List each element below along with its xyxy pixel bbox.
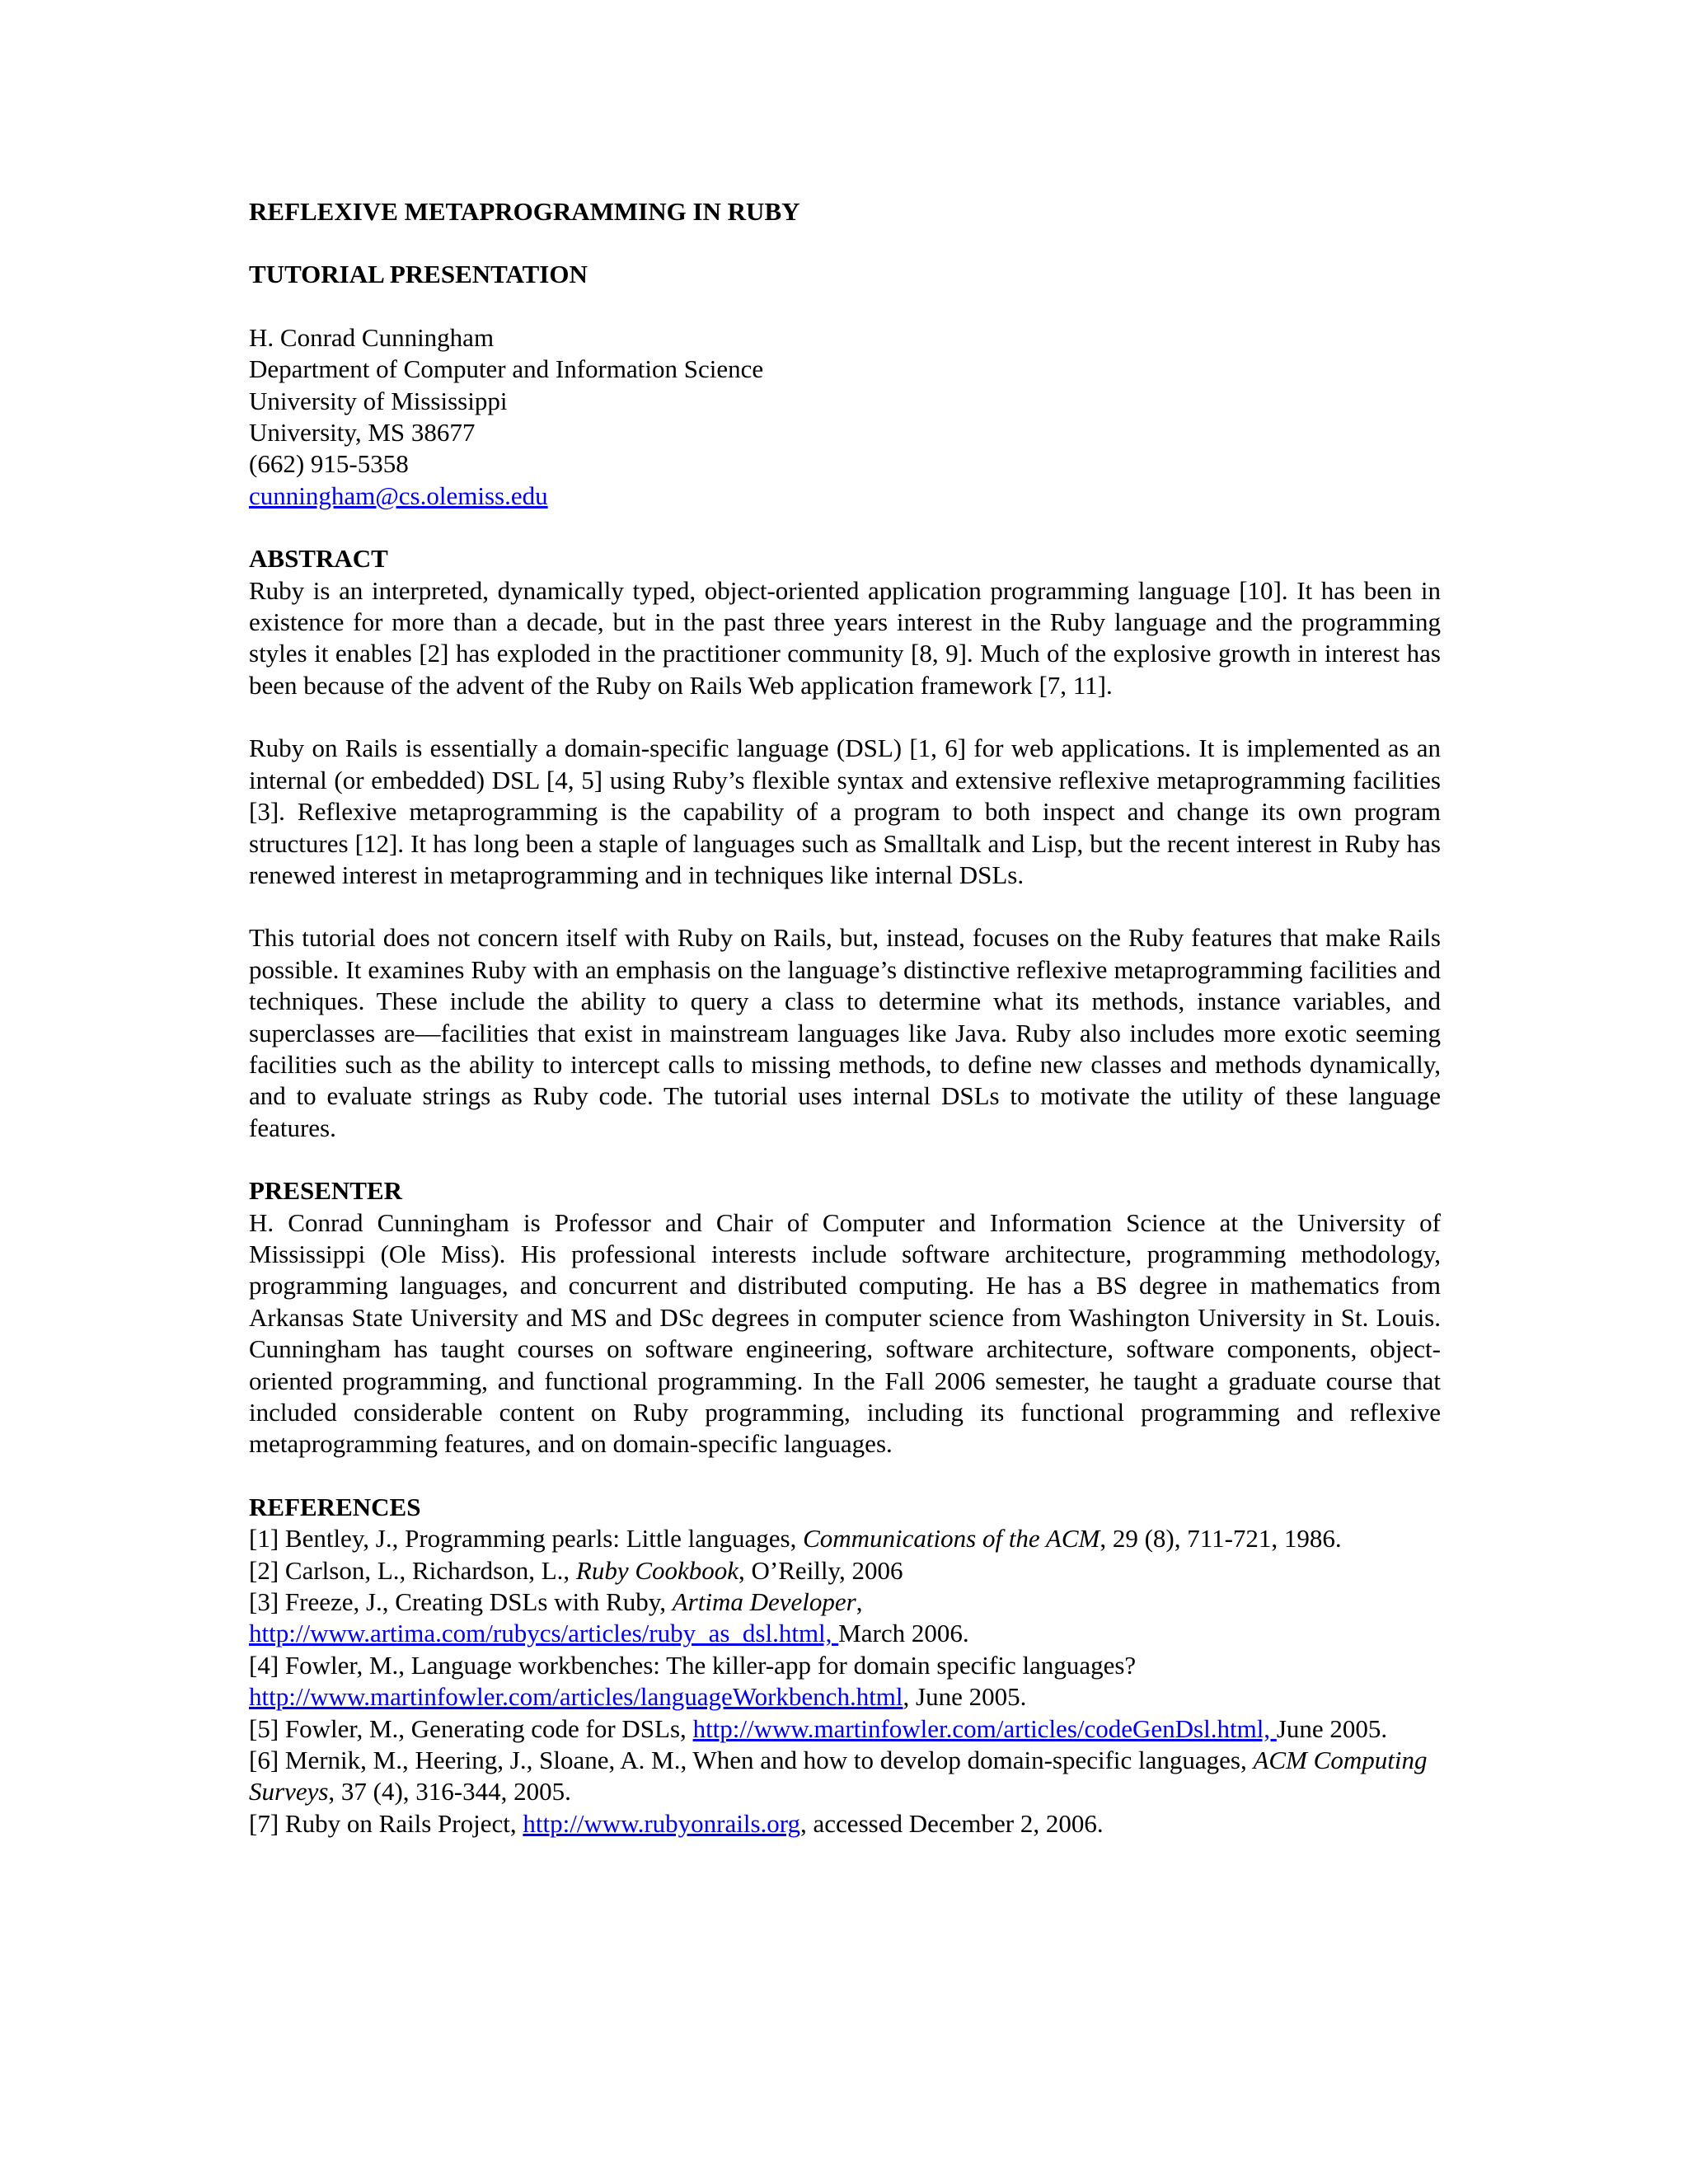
abstract-heading: ABSTRACT bbox=[249, 544, 388, 574]
author-email-link[interactable]: cunningham@cs.olemiss.edu bbox=[249, 480, 548, 510]
document-subtitle: TUTORIAL PRESENTATION bbox=[249, 260, 588, 289]
abstract-paragraph-2: Ruby on Rails is essentially a domain-specific language (DSL) [1, 6] for web applications. It is implemented as an internal (or embedded) DSL [4, 5] using Ruby’s flexible syntax and extensive reflexive metaprogramming facilities [3]. Reflexive metaprogramming is the capability of a program to both inspect and change its own program structures [12]. It has long been a staple of languages such as Smalltalk and Lisp, but the recent interest in Ruby has renewed interest in metaprogramming and in techniques like internal DSLs. bbox=[249, 733, 1441, 889]
reference-item: [1] Bentley, J., Programming pearls: Little languages, Communications of the ACM, 29 (8), 711-721, 1986. bbox=[249, 1524, 1342, 1554]
author-university: University of Mississippi bbox=[249, 386, 508, 415]
document-title: REFLEXIVE METAPROGRAMMING IN RUBY bbox=[249, 197, 800, 226]
reference-link[interactable]: http://www.artima.com/rubycs/articles/ruby_as_dsl.html, bbox=[249, 1619, 839, 1648]
presenter-paragraph: H. Conrad Cunningham is Professor and Chair of Computer and Information Science at the University of Mississippi (Ole Miss). His professional interests include software architecture, programming methodology, programming languages, and concurrent and distributed computing. He has a BS degree in mathematics from Arkansas State University and MS and DSc degrees in computer science from Washington University in St. Louis. Cunningham has taught courses on software engineering, software architecture, software components, object-oriented programming, and functional programming. In the Fall 2006 semester, he taught a graduate course that included considerable content on Ruby programming, including its functional programming and reflexive metaprogramming features, and on domain-specific languages. bbox=[249, 1207, 1441, 1459]
reference-link[interactable]: http://www.martinfowler.com/articles/codeGenDsl.html, bbox=[692, 1713, 1277, 1743]
reference-item: [7] Ruby on Rails Project, http://www.rubyonrails.org, accessed December 2, 2006. bbox=[249, 1808, 1104, 1838]
author-department: Department of Computer and Information Science bbox=[249, 354, 764, 384]
document-page bbox=[249, 196, 1441, 1840]
references-section bbox=[249, 1492, 1441, 1840]
author-address: University, MS 38677 bbox=[249, 418, 476, 448]
reference-item: [2] Carlson, L., Richardson, L., Ruby Cookbook, O’Reilly, 2006 bbox=[249, 1555, 903, 1585]
reference-item: [4] Fowler, M., Language workbenches: The killer-app for domain specific languages? http://www.martinfowler.com/articles/languageWorkbench.html, June 2005. bbox=[249, 1650, 1137, 1712]
abstract-paragraph-3: This tutorial does not concern itself with Ruby on Rails, but, instead, focuses on the Ruby features that make Rails possible. It examines Ruby with an emphasis on the language’s distinctive reflexive metaprogramming facilities and techniques. These include the ability to query a class to determine what its methods, instance variables, and superclasses are—facilities that exist in mainstream languages like Java. Ruby also includes more exotic seeming facilities such as the ability to intercept calls to missing methods, to define new classes and methods dynamically, and to evaluate strings as Ruby code. The tutorial uses internal DSLs to motivate the utility of these language features. bbox=[249, 923, 1441, 1142]
presenter-section bbox=[249, 1175, 1441, 1460]
references-heading: REFERENCES bbox=[249, 1492, 421, 1521]
reference-link[interactable]: http://www.rubyonrails.org bbox=[523, 1808, 801, 1838]
author-block bbox=[249, 322, 1441, 512]
reference-link[interactable]: http://www.martinfowler.com/articles/languageWorkbench.html bbox=[249, 1682, 903, 1712]
author-phone: (662) 915-5358 bbox=[249, 449, 409, 479]
reference-item: [3] Freeze, J., Creating DSLs with Ruby, Artima Developer, http://www.artima.com/rubycs/articles/ruby_as_dsl.html, March 2006. bbox=[249, 1587, 969, 1648]
author-name: H. Conrad Cunningham bbox=[249, 322, 495, 352]
abstract-paragraph-1: Ruby is an interpreted, dynamically typed, object-oriented application programming language [10]. It has been in existence for more than a decade, but in the past three years interest in the Ruby language and the programming styles it enables [2] has exploded in the practitioner community [8, 9]. Much of the explosive growth in interest has been because of the advent of the Ruby on Rails Web application framework [7, 11]. bbox=[249, 575, 1441, 700]
reference-item: [5] Fowler, M., Generating code for DSLs, http://www.martinfowler.com/articles/codeGenDsl.html, June 2005. bbox=[249, 1713, 1388, 1743]
abstract-section bbox=[249, 543, 1441, 1144]
presenter-heading: PRESENTER bbox=[249, 1176, 403, 1206]
reference-item: [6] Mernik, M., Heering, J., Sloane, A. M., When and how to develop domain-specific languages, ACM Computing Surveys, 37 (4), 316-344, 2005. bbox=[249, 1746, 1428, 1807]
